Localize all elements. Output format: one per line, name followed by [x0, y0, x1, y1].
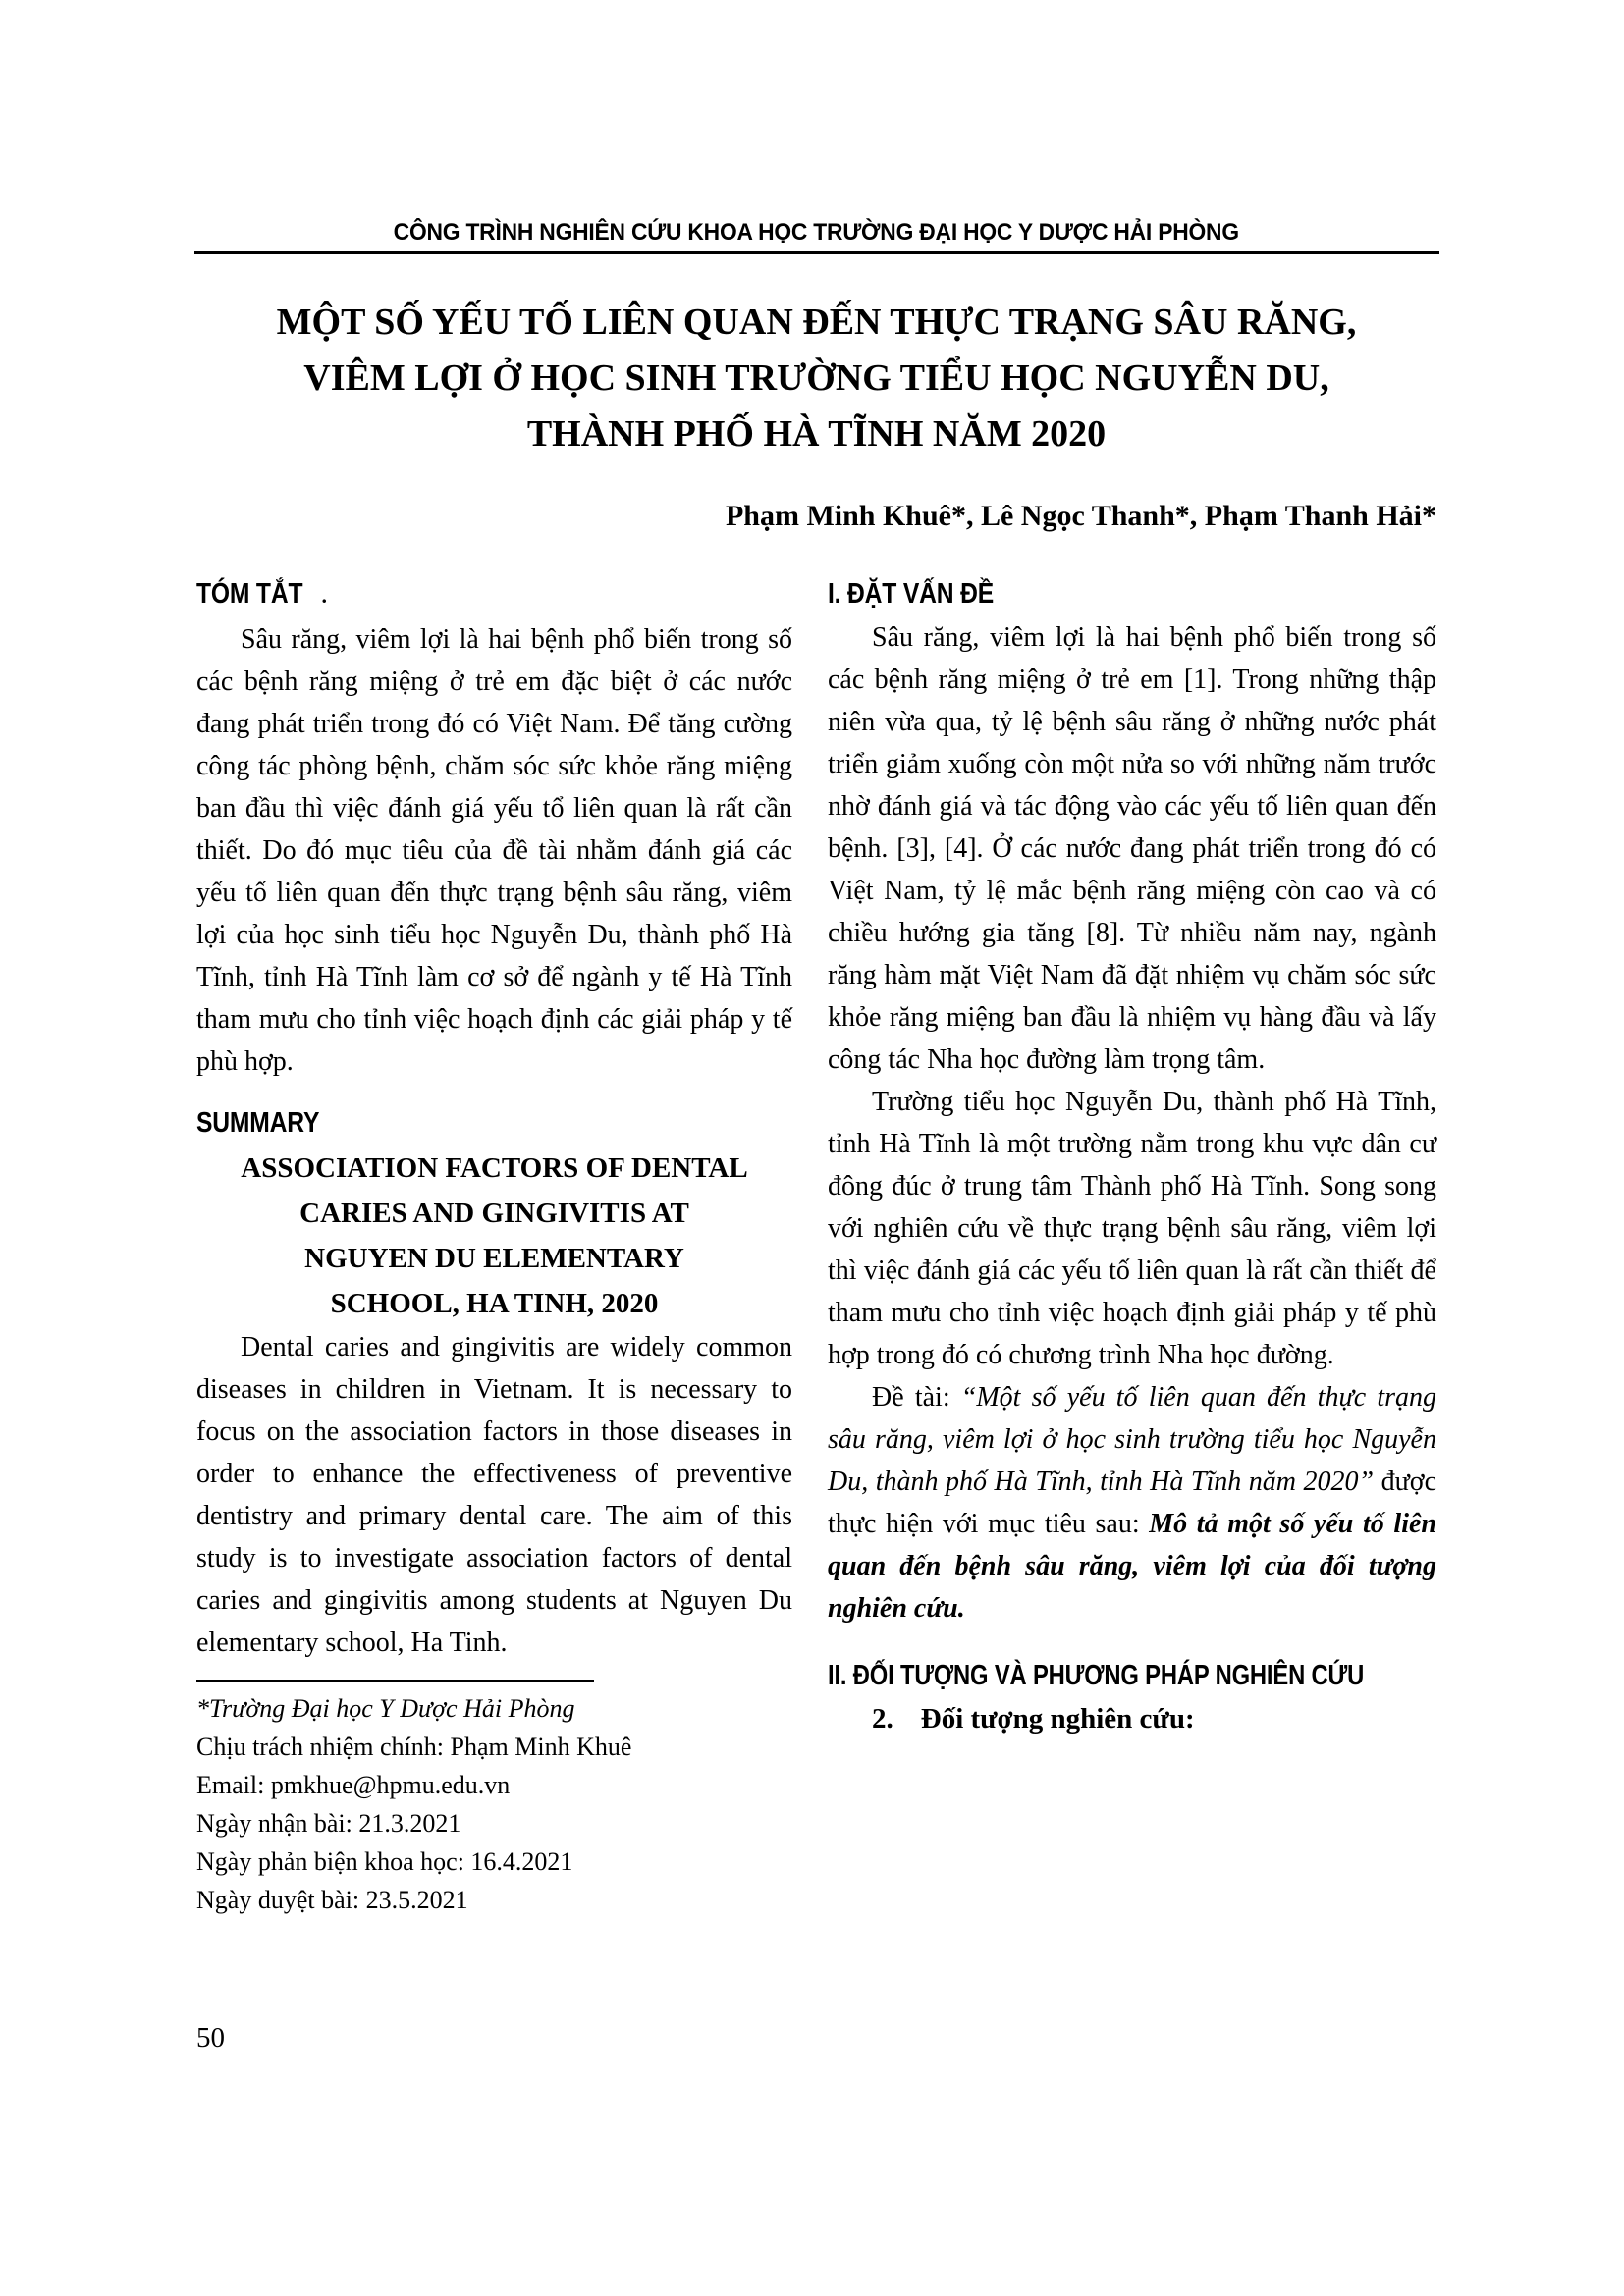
summary-paragraph: Dental caries and gingivitis are widely common diseases in children in Vietnam. It is necessary to focus on the association factors in those diseases in order to enhance the effectiveness of preventive dentistry and primary dental care. The aim of this study is to investigate association factors of dental caries and gingivitis among students at Nguyen Du elementary school, Ha Tinh.: [196, 1332, 792, 1658]
subsection-heading: [828, 1698, 1436, 1740]
summary-title: [196, 1146, 792, 1326]
right-column: [828, 573, 1436, 1919]
topic-quoted-title: “Một số yếu tố liên quan đến thực trạng sâu răng, viêm lợi ở học sinh trường tiểu học Nguyễn Du, thành phố Hà Tĩnh, tỉnh Hà Tĩnh năm 2020”: [828, 1382, 1436, 1497]
study-objective: Mô tả một số yếu tố liên quan đến bệnh sâu răng, viêm lợi của đối tượng nghiên cứu.: [828, 1509, 1436, 1624]
section-1-heading: [828, 573, 1436, 614]
abstract-paragraph: Sâu răng, viêm lợi là hai bệnh phổ biến trong số các bệnh răng miệng ở trẻ em đặc biệt ở các nước đang phát triển trong đó có Việt Nam. Để tăng cường công tác phòng bệnh, chăm sóc sức khỏe răng miệng ban đầu thì việc đánh giá yếu tổ liên quan là rất cần thiết. Do đó mục tiêu của đề tài nhằm đánh giá các yếu tố liên quan đến thực trạng bệnh sâu răng, viêm lợi của học sinh tiểu học Nguyễn Du, thành phố Hà Tĩnh, tỉnh Hà Tĩnh làm cơ sở để ngành y tế Hà Tĩnh tham mưu cho tỉnh việc hoạch định các giải pháp y tế phù hợp.: [196, 624, 792, 1077]
section-2-heading: [828, 1655, 1436, 1696]
section-1-heading-text: I. ĐẶT VẤN ĐỀ: [828, 578, 994, 610]
summary-title-line-1: ASSOCIATION FACTORS OF DENTAL: [241, 1152, 748, 1184]
left-column: [196, 573, 792, 1919]
introduction-paragraph-3: [828, 1376, 1436, 1629]
summary-heading: [196, 1102, 792, 1144]
abstract-heading-text: TÓM TẮT: [196, 578, 303, 610]
section-2-heading-text: II. ĐỐI TƯỢNG VÀ PHƯƠNG PHÁP NGHIÊN CỨU: [828, 1660, 1365, 1691]
two-column-body: [196, 573, 1436, 1919]
footnote-accepted-date: Ngày duyệt bài: 23.5.2021: [196, 1886, 468, 1914]
article-title-line-1: MỘT SỐ YẾU TỐ LIÊN QUAN ĐẾN THỰC TRẠNG SÂU RĂNG,: [276, 301, 1357, 343]
article-title: [196, 294, 1436, 462]
footnote-separator: [196, 1680, 594, 1682]
topic-mid: được thực hiện với mục tiêu sau:: [828, 1467, 1436, 1539]
footnote-email: Email: pmkhue@hpmu.edu.vn: [196, 1771, 511, 1799]
running-header-text: CÔNG TRÌNH NGHIÊN CỨU KHOA HỌC TRƯỜNG ĐẠI HỌC Y DƯỢC HẢI PHÒNG: [393, 219, 1240, 245]
subsection-title: Đối tượng nghiên cứu:: [920, 1703, 1195, 1735]
header-rule: [194, 251, 1439, 254]
introduction-paragraph-2: Trường tiểu học Nguyễn Du, thành phố Hà Tĩnh, tỉnh Hà Tĩnh là một trường nằm trong khu vực dân cư đông đúc ở trung tâm Thành phố Hà Tĩnh. Song song với nghiên cứu về thực trạng bệnh sâu răng, viêm lợi thì việc đánh giá các yếu tố liên quan là rất cần thiết để tham mưu cho tỉnh việc hoạch định giải pháp y tế phù hợp trong đó có chương trình Nha học đường.: [828, 1087, 1436, 1370]
footnote-responsible: Chịu trách nhiệm chính: Phạm Minh Khuê: [196, 1733, 632, 1761]
abstract-heading: [196, 573, 792, 616]
abstract-heading-period: .: [321, 583, 327, 608]
topic-prefix: Đề tài:: [872, 1382, 961, 1413]
article-title-line-2: VIÊM LỢI Ở HỌC SINH TRƯỜNG TIỂU HỌC NGUYỄN DU,: [303, 357, 1329, 399]
summary-title-line-3: NGUYEN DU ELEMENTARY: [304, 1243, 684, 1274]
footnote-block: [196, 1689, 792, 1919]
footnote-affiliation: *Trường Đại học Y Dược Hải Phòng: [196, 1694, 575, 1723]
authors-line: Phạm Minh Khuê*, Lê Ngọc Thanh*, Phạm Thanh Hải*: [725, 500, 1436, 532]
introduction-paragraph-1: Sâu răng, viêm lợi là hai bệnh phổ biến trong số các bệnh răng miệng ở trẻ em [1]. Trong những thập niên vừa qua, tỷ lệ bệnh sâu răng ở những nước phát triển giảm xuống còn một nửa so với những năm trước nhờ đánh giá và tác động vào các yếu tố liên quan đến bệnh. [3], [4]. Ở các nước đang phát triển trong đó có Việt Nam, tỷ lệ mắc bệnh răng miệng còn cao và có chiều hướng gia tăng [8]. Từ nhiều năm nay, ngành răng hàm mặt Việt Nam đã đặt nhiệm vụ chăm sóc sức khỏe răng miệng ban đầu là nhiệm vụ hàng đầu và lấy công tác Nha học đường làm trọng tâm.: [828, 622, 1436, 1075]
footnote-reviewed-date: Ngày phản biện khoa học: 16.4.2021: [196, 1847, 573, 1876]
summary-heading-text: SUMMARY: [196, 1107, 320, 1139]
subsection-number: 2.: [872, 1703, 893, 1735]
summary-title-line-2: CARIES AND GINGIVITIS AT: [299, 1198, 689, 1229]
article-title-line-3: THÀNH PHỐ HÀ TĨNH NĂM 2020: [526, 413, 1107, 454]
summary-title-line-4: SCHOOL, HA TINH, 2020: [330, 1288, 659, 1319]
column-gutter: [792, 573, 828, 1919]
running-header: [196, 218, 1436, 247]
footnote-received-date: Ngày nhận bài: 21.3.2021: [196, 1809, 461, 1838]
page-number: 50: [196, 2022, 225, 2054]
